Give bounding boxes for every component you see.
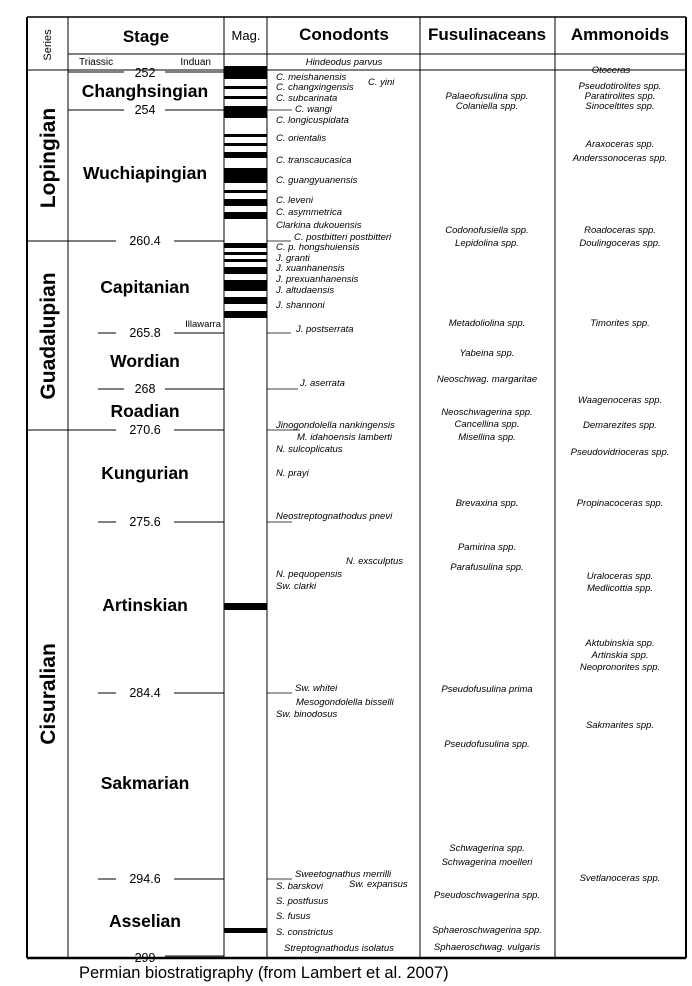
fusulinacean-item: Misellina spp. (458, 432, 516, 443)
polarity-band (224, 297, 267, 304)
conodont-item: C. yini (368, 77, 395, 88)
conodont-item: C. guangyuanensis (276, 175, 358, 186)
fusulinacean-item: Sphaeroschwagerina spp. (432, 925, 542, 936)
ammonoid-item: Roadoceras spp. (584, 225, 656, 236)
boundary-275-6 (98, 515, 224, 529)
conodont-item: C. longicuspidata (276, 115, 349, 126)
conodont-item: S. fusus (276, 911, 311, 922)
polarity-band (224, 152, 267, 158)
conodonts-column (267, 72, 408, 954)
ammonoid-item: Uraloceras spp. (586, 571, 654, 582)
ammonoid-item: Aktubinskia spp. (585, 638, 655, 649)
age-label: 265.8 (129, 326, 161, 340)
boundary-260-4 (68, 234, 224, 248)
fusulinacean-item: Cancellina spp. (454, 419, 520, 430)
conodont-item: C. subcarinata (276, 93, 338, 104)
fusulinacean-item: Pamirina spp. (457, 542, 517, 553)
ammonoid-item: Sinoceltites spp. (585, 101, 655, 112)
ammonoid-item: Svetlanoceras spp. (579, 873, 661, 884)
conodont-item: Sw. clarki (276, 581, 317, 592)
conodont-item: C. transcaucasica (276, 155, 352, 166)
ammonoid-item: Demarezites spp. (583, 420, 657, 431)
ammonoid-item: Pseudovidrioceras spp. (570, 447, 670, 458)
age-label: 275.6 (129, 515, 161, 529)
fusulinacean-item: Pseudofusulina spp. (444, 739, 530, 750)
conodont-item: J. prexuanhanensis (276, 274, 359, 285)
ammonoid-item: Propinacoceras spp. (576, 498, 664, 509)
polarity-band (224, 106, 267, 118)
polarity-band (224, 134, 267, 137)
fusulinacean-item: Schwagerina moelleri (441, 857, 533, 868)
polarity-band (224, 252, 267, 255)
fusulinacean-item: Palaeofusulina spp. (445, 91, 529, 102)
conodont-item: C. p. hongshuiensis (276, 242, 360, 253)
ammonoid-item: Doulingoceras spp. (579, 238, 661, 249)
conodont-item: Jinogondolella nankingensis (276, 420, 395, 431)
header-stage: Stage (122, 27, 170, 46)
age-label: 270.6 (129, 423, 161, 437)
conodont-item: J. altudaensis (276, 285, 335, 296)
conodont-item: N. pequopensis (276, 569, 343, 580)
stage-wuchiapingian: Wuchiapingian (82, 163, 208, 183)
boundary-284-4 (98, 686, 224, 700)
stage-roadian: Roadian (110, 401, 180, 421)
conodont-item: S. constrictus (276, 927, 334, 938)
ammonoid-item: Artinskia spp. (591, 650, 649, 661)
induan-label: Induan (180, 57, 211, 68)
conodont-item: C. asymmetrica (276, 207, 342, 218)
age-label: 260.4 (129, 234, 161, 248)
conodont-item: C. orientalis (276, 133, 327, 144)
boundary-294-6 (98, 872, 224, 886)
conodont-item: N. prayi (276, 468, 309, 479)
header-series: Series (42, 29, 54, 61)
polarity-band (224, 243, 267, 248)
polarity-band (224, 199, 267, 206)
fusulinacean-item: Metadoliolina spp. (448, 318, 526, 329)
polarity-band (224, 168, 267, 183)
stage-kungurian: Kungurian (101, 463, 189, 483)
boundary-268 (98, 382, 224, 396)
boundary-254 (68, 103, 224, 117)
fusulinacean-item: Pseudofusulina prima (441, 684, 533, 695)
conodont-item: Sw. whitei (295, 683, 338, 694)
ammonoid-item: Anderssonoceras spp. (572, 153, 668, 164)
conodont-item: Streptognathodus isolatus (284, 943, 394, 954)
age-label: 294.6 (129, 872, 161, 886)
conodont-item: M. idahoensis lamberti (297, 432, 393, 443)
conodont-item: J. granti (276, 253, 310, 264)
header-mag: Mag. (231, 28, 261, 43)
conodont-item: J. xuanhanensis (276, 263, 345, 274)
fusulinacean-item: Schwagerina spp. (449, 843, 525, 854)
stage-asselian: Asselian (109, 911, 181, 931)
ammonoid-item: Pseudotirolites spp. (578, 81, 662, 92)
fusulinacean-item: Codonofusiella spp. (445, 225, 529, 236)
conodont-item: Sw. binodosus (276, 709, 338, 720)
fusulinacean-item: Neoschwagerina spp. (441, 407, 533, 418)
stage-artinskian: Artinskian (102, 595, 188, 615)
conodont-item: J. shannoni (276, 300, 325, 311)
header-conodonts: Conodonts (299, 25, 389, 44)
stage-capitanian: Capitanian (100, 277, 190, 297)
header-ammonoids: Ammonoids (570, 25, 670, 44)
boundary-265-8 (98, 319, 224, 340)
fusulinacean-item: Brevaxina spp. (455, 498, 519, 509)
polarity-band (224, 267, 267, 274)
conodont-item: N. sulcoplicatus (276, 444, 343, 455)
polarity-band (224, 212, 267, 219)
conodont-item: C. meishanensis (276, 72, 347, 83)
illawarra-label: Illawarra (185, 319, 221, 330)
fusulinacean-item: Parafusulina spp. (450, 562, 524, 573)
ammonoid-item: Neopronorites spp. (579, 662, 661, 673)
ammonoid-top: Otoceras (591, 65, 631, 76)
polarity-band (224, 603, 267, 610)
conodont-item: Neostreptognathodus pnevi (276, 511, 393, 522)
fusulinacean-item: Lepidolina spp. (455, 238, 519, 249)
ammonoid-item: Medlicottia spp. (586, 583, 654, 594)
series-lopingian: Lopingian (37, 107, 60, 209)
ammonoids-column (555, 70, 669, 884)
polarity-band (224, 96, 267, 99)
conodont-item: C. wangi (295, 104, 332, 115)
header-fusulinaceans: Fusulinaceans (427, 25, 547, 44)
conodont-item: C. postbitteri postbitteri (294, 232, 392, 243)
fusulinacean-item: Sphaeroschwag. vulgaris (433, 942, 541, 953)
fusulinacean-item: Neoschwag. margaritae (436, 374, 538, 385)
polarity-band (224, 311, 267, 318)
fusulinacean-item: Yabeina spp. (459, 348, 515, 359)
magnetic-polarity-column (224, 66, 267, 933)
boundary-270-6 (68, 423, 224, 437)
stage-changhsingian: Changhsingian (81, 81, 209, 101)
age-label: 268 (134, 382, 156, 396)
stage-wordian: Wordian (110, 351, 180, 371)
age-label: 299 (134, 951, 156, 965)
conodont-top: Hindeodus parvus (305, 57, 383, 68)
figure-caption: Permian biostratigraphy (from Lambert et al. 2007) (79, 964, 449, 982)
ammonoid-item: Sakmarites spp. (585, 720, 655, 731)
conodont-item: S. postfusus (276, 896, 329, 907)
polarity-band (224, 66, 267, 79)
conodont-item: J. aserrata (300, 378, 345, 389)
fusulinaceans-column (432, 91, 542, 953)
conodont-item: C. leveni (276, 195, 313, 206)
polarity-band (224, 86, 267, 89)
conodont-item: S. barskovi (276, 881, 323, 892)
age-label: 284.4 (129, 686, 161, 700)
polarity-band (224, 259, 267, 262)
polarity-band (224, 280, 267, 291)
conodont-item: N. exsculptus (346, 556, 404, 567)
conodont-item: Clarkina dukouensis (276, 220, 362, 231)
ammonoid-item: Paratirolites spp. (584, 91, 656, 102)
polarity-band (224, 143, 267, 146)
series-cisuralian: Cisuralian (37, 643, 60, 745)
conodont-item: Mesogondolella bisselli (296, 697, 394, 708)
age-label: 252 (134, 66, 156, 80)
ammonoid-item: Timorites spp. (590, 318, 650, 329)
age-label: 254 (134, 103, 156, 117)
polarity-band (224, 928, 267, 933)
fusulinacean-item: Colaniella spp. (455, 101, 519, 112)
conodont-item: Sw. expansus (349, 879, 408, 890)
stage-sakmarian: Sakmarian (100, 773, 190, 793)
boundary-252 (68, 66, 224, 80)
polarity-band (224, 190, 267, 193)
triassic-label: Triassic (79, 57, 114, 68)
conodont-item: J. postserrata (296, 324, 354, 335)
ammonoid-item: Waagenoceras spp. (577, 395, 663, 406)
series-guadalupian: Guadalupian (37, 272, 60, 400)
conodont-item: C. changxingensis (276, 82, 354, 93)
ammonoid-item: Araxoceras spp. (585, 139, 655, 150)
conodont-item: Sweetognathus merrilli (295, 869, 392, 880)
fusulinacean-item: Pseudoschwagerina spp. (433, 890, 541, 901)
